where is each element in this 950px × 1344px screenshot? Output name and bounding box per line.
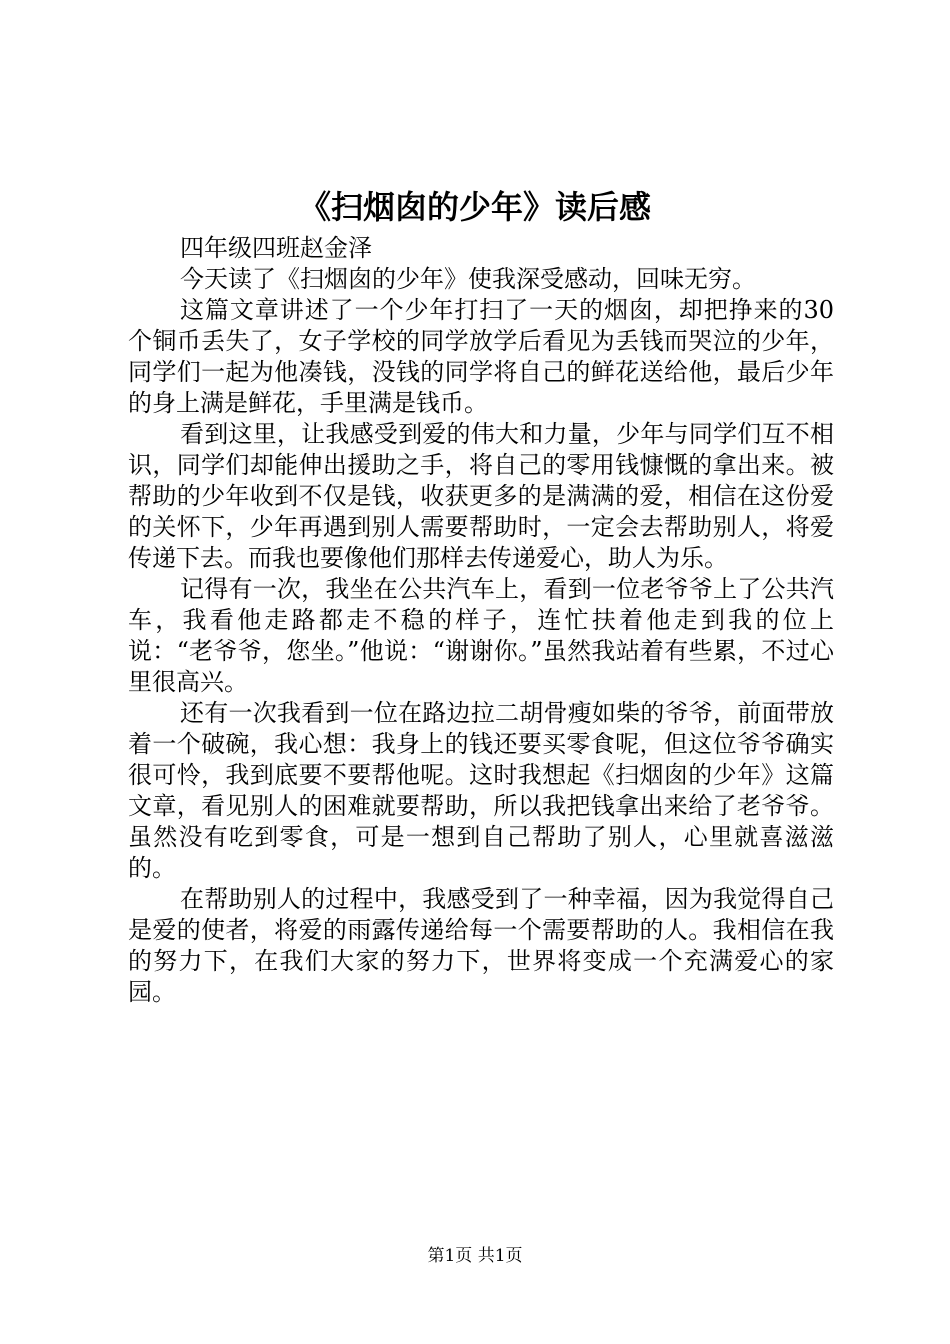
paragraph: 记得有一次，我坐在公共汽车上，看到一位老爷爷上了公共汽车，我看他走路都走不稳的样子，连忙扶着他走到我的位上说：“老爷爷，您坐。”他说：“谢谢你。”虽然我站着有些累，不过心里很高兴。: [128, 575, 834, 696]
document-body: [128, 233, 834, 1008]
document-title: 《扫烟囱的少年》读后感: [298, 188, 651, 226]
paragraph: 在帮助别人的过程中，我感受到了一种幸福，因为我觉得自己是爱的使者，将爱的雨露传递给每一个需要帮助的人。我相信在我的努力下，在我们大家的努力下，世界将变成一个充满爱心的家园。: [128, 885, 834, 1006]
author-line: 四年级四班赵金泽: [180, 234, 372, 262]
page-footer: 第1页 共1页: [427, 1246, 523, 1266]
paragraph: 还有一次我看到一位在路边拉二胡骨瘦如柴的爷爷，前面带放着一个破碗，我心想：我身上的钱还要买零食呢，但这位爷爷确实很可怜，我到底要不要帮他呢。这时我想起《扫烟囱的少年》这篇文章，看见别人的困难就要帮助，所以我把钱拿出来给了老爷爷。虽然没有吃到零食，可是一想到自己帮助了别人，心里就喜滋滋的。: [128, 699, 834, 882]
paragraph: 今天读了《扫烟囱的少年》使我深受感动，回味无穷。: [180, 265, 756, 293]
paragraph: 这篇文章讲述了一个少年打扫了一天的烟囱，却把挣来的30个铜币丢失了，女子学校的同学放学后看见为丢钱而哭泣的少年，同学们一起为他凑钱，没钱的同学将自己的鲜花送给他，最后少年的身上满是鲜花，手里满是钱币。: [128, 296, 834, 417]
paragraph: 看到这里，让我感受到爱的伟大和力量，少年与同学们互不相识，同学们却能伸出援助之手，将自己的零用钱慷慨的拿出来。被帮助的少年收到不仅是钱，收获更多的是满满的爱，相信在这份爱的关怀下，少年再遇到别人需要帮助时，一定会去帮助别人，将爱传递下去。而我也要像他们那样去传递爱心，助人为乐。: [128, 420, 834, 572]
